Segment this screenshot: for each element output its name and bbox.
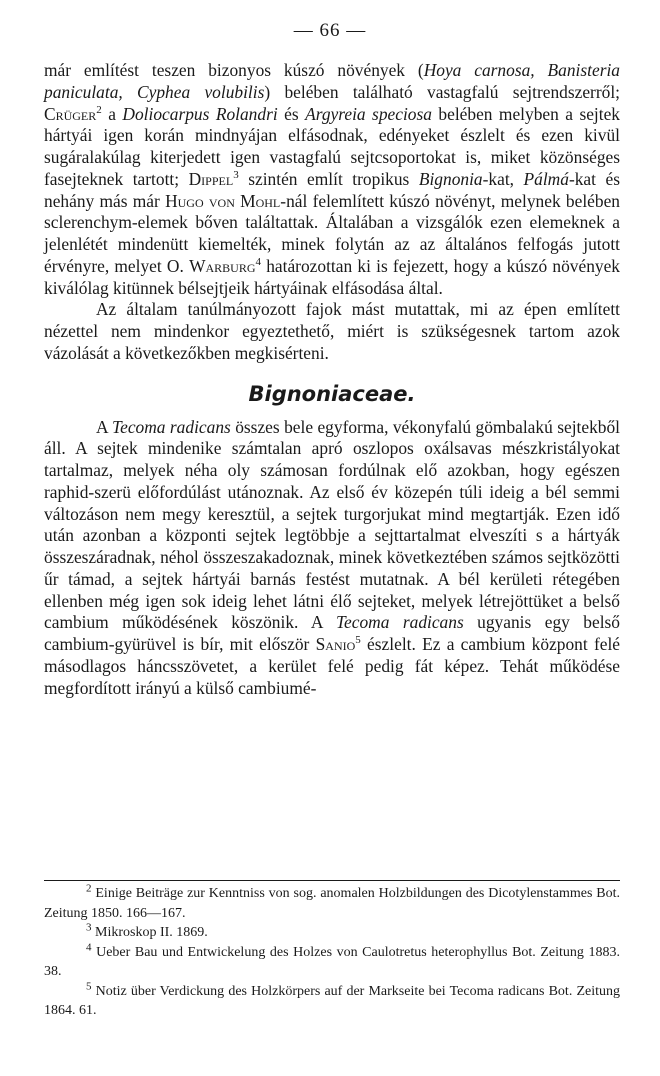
footnote: $^4$ Ueber Bau und Entwickelung des Holzes von Caulotretus heterophyllus Bot. Zeitung 1883. 38. xyxy=(44,940,620,979)
footnote: $^3$ Mikroskop II. 1869. xyxy=(86,921,208,940)
footnote-ref: 2 xyxy=(96,103,102,116)
footnotes xyxy=(44,884,620,1021)
footnote-ref: 4 xyxy=(255,255,261,268)
footnote-divider xyxy=(44,880,620,881)
page-number: — 66 — xyxy=(293,20,367,41)
main-text xyxy=(44,60,620,699)
author-name: Sanio xyxy=(315,634,356,654)
footnote-ref: 5 xyxy=(355,634,361,647)
paragraph-3: A Tecoma radicans összes bele egyforma, vékonyfalú gömbalakú sejtekből áll. A sejtek mindenike számtalan apró oszlopos oxálsavas mészkristályokat tartalmaz, melyek néha oly számosan fordúlnak elő azokban, hogy egészen raphid-szerü előfordúlást utánoznak. Az első év közepén túli ideig a bél semmi változáson nem megy keresztül, a sejtek turgorjukat mind megtartják. Ezen idő után azonban a központi sejtek legtöbbje a sejttartalmat elveszíti s a hártyák összeszáradnak, néhol összeszakadoznak, minek következtében számos sejtközötti űr támad, a sejtek hártyái barnás festést mutatnak. A bél kerületi rétegében ellenben még igen sok ideig lehet látni élő sejteket, melyek létrejöttüket a belső cambium működésének köszönik. A Tecoma radicans ugyanis egy belső cambium-gyürüvel is bír, mit először Sanio$^5$ észlelt. Ez a cambium központ felé másodlagos háncsszövetet, a kerület felé pedig fát képez. Tehát működése megfordított irányú a külső cambiumé- xyxy=(44,416,621,698)
footnote: $^5$ Notiz über Verdickung des Holzkörpers auf der Markseite bei Tecoma radicans Bot. Zeitung 1864. 61. xyxy=(44,979,620,1018)
author-name: Warburg xyxy=(189,255,256,276)
author-name: Dippel xyxy=(188,168,234,189)
section-heading: Bignoniaceae. xyxy=(248,381,416,406)
author-name: Hugo von Mohl xyxy=(165,190,281,211)
author-name: Crüger xyxy=(44,103,97,124)
footnote-ref: 3 xyxy=(233,168,239,181)
paragraph-2: Az általam tanúlmányozott fajok mást mutattak, mi az épen említett nézettel nem mindenkor egyeztethető, miért is szükségesnek tartom azok vázolását a következőkben megkisérteni. xyxy=(44,299,620,363)
paragraph-1: már említést teszen bizonyos kúszó növények (Hoya carnosa, Banisteria paniculata, Cyphea volubilis) belében található vastagfalú sejtrendszerről; Crüger$^2$ a Doliocarpus Rolandri és Argyreia speciosa belében melyben a sejtek hártyái igen korán mindnyájan elfásodnak, edényeket észlelt és ezen kivül sugáralakúlag kiterjedett igen vastagfalú sejtcsoportokat is, miket közönséges fasejteknek tartott; Dippel$^3$ szintén említ tropikus Bignonia-kat, Pálmá-kat és nehány más már Hugo von Mohl-nál felemlített kúszó növényt, melynek belében sclerenchym-elemek bőven találtattak. Általában a vizsgálók ezen elemeknek a jelenlétét mindenütt kiemelték, minek folytán az az általános felfogás jutott érvényre, melyet O. Warburg$^4$ határozottan ki is fejezett, hogy a kúszó növények kiválólag kitünnek bélsejtjeik hártyáinak elfásodása által. xyxy=(44,60,621,298)
footnote: $^2$ Einige Beiträge zur Kenntniss von sog. anomalen Holzbildungen des Dicotylenstammes Bot. Zeitung 1850. 166—167. xyxy=(44,882,621,921)
